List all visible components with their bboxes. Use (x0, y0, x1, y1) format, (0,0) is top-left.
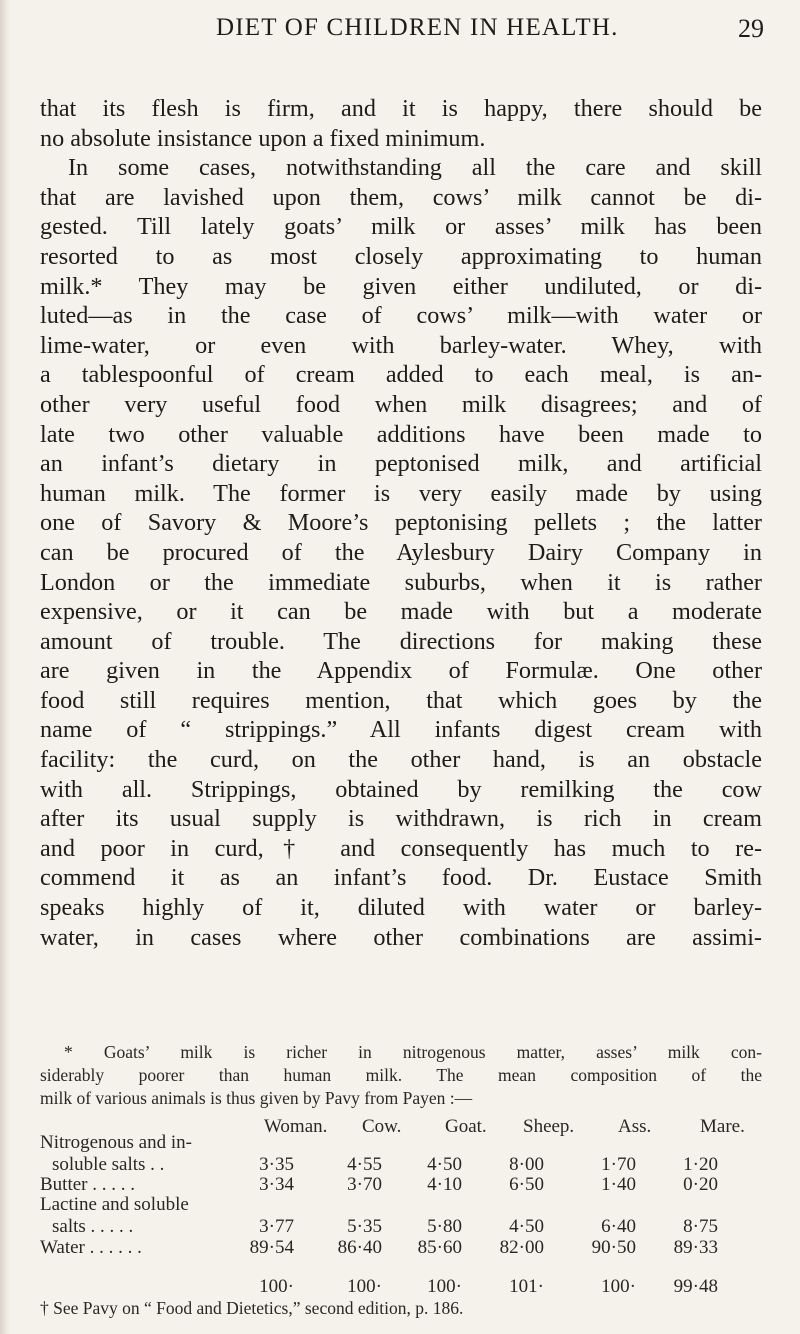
table-cell: 3·35 (259, 1154, 294, 1175)
column-header-woman: Woman. (264, 1116, 328, 1137)
body-line: expensive, or it can be made with but a moderate (40, 598, 762, 626)
table-total: 100· (259, 1276, 294, 1297)
running-title: DIET OF CHILDREN IN HEALTH. (216, 14, 619, 41)
body-line: facility: the curd, on the other hand, is an obstacle (40, 746, 762, 774)
body-line: commend it as an infant’s food. Dr. Eustace Smith (40, 864, 762, 892)
body-line: gested. Till lately goats’ milk or asses’ milk has been (40, 213, 762, 241)
body-line: speaks highly of it, diluted with water or barley- (40, 894, 762, 922)
body-line: after its usual supply is withdrawn, is rich in cream (40, 805, 762, 833)
footnote-line: siderably poorer than human milk. The mean composition of the (40, 1065, 762, 1085)
table-total: 101· (509, 1276, 544, 1297)
column-header-mare: Mare. (700, 1116, 745, 1137)
body-line: water, in cases where other combinations are assimi- (40, 923, 762, 951)
body-line: no absolute insistance upon a fixed minimum. (40, 124, 486, 152)
table-cell: 1·40 (601, 1174, 636, 1195)
column-header-ass: Ass. (618, 1116, 652, 1137)
body-line: a tablespoonful of cream added to each meal, is an- (40, 361, 762, 389)
table-cell: 1·70 (601, 1154, 636, 1175)
milk-composition-table (40, 1116, 762, 1316)
body-line: an infant’s dietary in peptonised milk, and artificial (40, 450, 762, 478)
body-line: are given in the Appendix of Formulæ. One other (40, 657, 762, 685)
body-line: human milk. The former is very easily made by using (40, 479, 762, 507)
column-header-cow: Cow. (362, 1116, 402, 1137)
table-cell: 4·10 (427, 1174, 462, 1195)
body-line: with all. Strippings, obtained by remilking the cow (40, 775, 762, 803)
body-line: other very useful food when milk disagrees; and of (40, 390, 762, 418)
row-label: Lactine and soluble (40, 1194, 189, 1215)
table-cell: 8·00 (509, 1154, 544, 1175)
table-cell: 89·54 (249, 1237, 294, 1258)
row-label: Butter . . . . . (40, 1174, 135, 1195)
body-line: one of Savory & Moore’s peptonising pellets ; the latter (40, 509, 762, 537)
table-cell: 82·00 (499, 1237, 544, 1258)
row-label: Water . . . . . . (40, 1237, 142, 1258)
table-total: 100· (601, 1276, 636, 1297)
table-cell: 86·40 (337, 1237, 382, 1258)
table-cell: 4·50 (509, 1216, 544, 1237)
body-text (40, 94, 762, 952)
body-line: that are lavished upon them, cows’ milk cannot be di- (40, 183, 762, 211)
body-line: food still requires mention, that which goes by the (40, 686, 762, 714)
body-line: In some cases, notwithstanding all the care and skill (68, 154, 762, 182)
table-cell: 0·20 (683, 1174, 718, 1195)
table-cell: 3·77 (259, 1216, 294, 1237)
body-line: resorted to as most closely approximating to human (40, 242, 762, 270)
table-total: 100· (427, 1276, 462, 1297)
body-line: London or the immediate suburbs, when it is rather (40, 568, 762, 596)
table-cell: 5·35 (347, 1216, 382, 1237)
table-cell: 6·40 (601, 1216, 636, 1237)
table-cell: 1·20 (683, 1154, 718, 1175)
body-line: amount of trouble. The directions for making these (40, 627, 762, 655)
column-header-goat: Goat. (445, 1116, 487, 1137)
table-total: 99·48 (673, 1276, 718, 1297)
body-line: late two other valuable additions have been made to (40, 420, 762, 448)
body-line: and poor in curd,† and consequently has much to re- (40, 834, 762, 862)
table-cell: 3·34 (259, 1174, 294, 1195)
footnote-line: * Goats’ milk is richer in nitrogenous matter, asses’ milk con- (64, 1042, 762, 1062)
column-header-sheep: Sheep. (523, 1116, 575, 1137)
row-label: salts . . . . . (52, 1216, 134, 1237)
page-gutter-shadow (0, 0, 10, 1334)
body-line: can be procured of the Aylesbury Dairy Company in (40, 538, 762, 566)
body-line: that its flesh is firm, and it is happy, there should be (40, 95, 762, 122)
table-cell: 90·50 (591, 1237, 636, 1258)
row-label: Nitrogenous and in- (40, 1132, 192, 1153)
body-line: luted—as in the case of cows’ milk—with water or (40, 302, 762, 330)
page-number: 29 (738, 14, 764, 43)
running-head (0, 14, 800, 54)
table-cell: 3·70 (347, 1174, 382, 1195)
table-cell: 85·60 (417, 1237, 462, 1258)
table-total: 100· (347, 1276, 382, 1297)
table-cell: 8·75 (683, 1216, 718, 1237)
footnote-line: milk of various animals is thus given by Pavy from Payen :— (40, 1088, 473, 1108)
body-line: milk.* They may be given either undiluted, or di- (40, 272, 762, 300)
table-cell: 6·50 (509, 1174, 544, 1195)
table-cell: 4·50 (427, 1154, 462, 1175)
body-line: lime-water, or even with barley-water. Whey, with (40, 331, 762, 359)
footnote-star (40, 1041, 762, 1110)
row-label: soluble salts . . (52, 1154, 165, 1175)
table-cell: 89·33 (673, 1237, 718, 1258)
table-cell: 5·80 (427, 1216, 462, 1237)
footnote-dagger: † See Pavy on “ Food and Dietetics,” second edition, p. 186. (40, 1298, 464, 1318)
table-cell: 4·55 (347, 1154, 382, 1175)
body-line: name of “ strippings.” All infants digest cream with (40, 716, 762, 744)
